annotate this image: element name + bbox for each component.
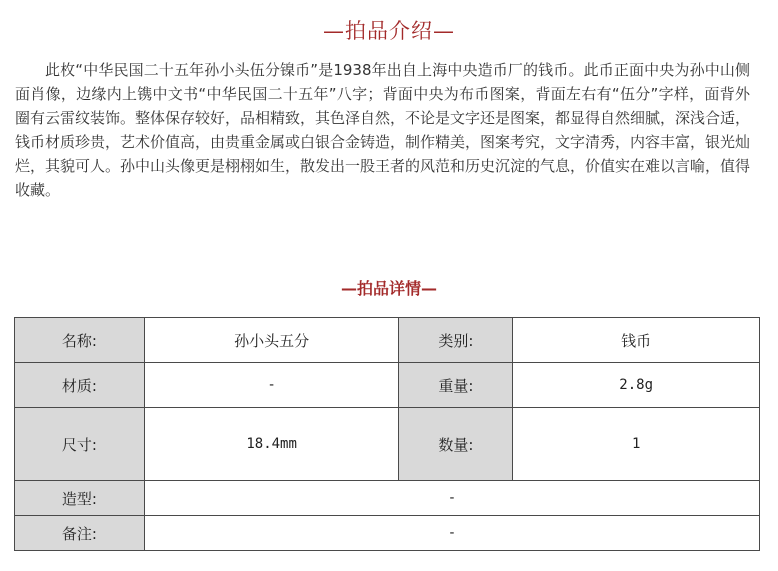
table-row <box>15 516 760 551</box>
name-label: 名称: <box>15 318 145 363</box>
quantity-label: 数量: <box>399 408 513 481</box>
intro-text: 此枚“中华民国二十五年孙小头伍分镍币”是1938年出自上海中央造币厂的钱币。此币正面中央为孙中山侧面肖像，边缘内上镌中文书“中华民国二十五年”八字；背面中央为布币图案，背面左右有“伍分”字样，面背外圈有云雷纹装饰。整体保存较好，品相精致，其色泽自然，不论是文字还是图案，都显得自然细腻，深浅合适，钱币材质珍贵，艺术价值高，由贵重金属或白银合金铸造，制作精美，图案考究，文字清秀，内容丰富，银光灿烂，其貌可人。孙中山头像更是栩栩如生，散发出一股王者的风范和历史沉淀的气息，价值实在难以言喻，值得收藏。 <box>15 61 751 199</box>
weight-value: 2.8g <box>513 363 760 408</box>
category-label: 类别: <box>399 318 513 363</box>
note-value: - <box>144 516 759 551</box>
shape-value: - <box>144 481 759 516</box>
size-value: 18.4mm <box>144 408 399 481</box>
table-row <box>15 318 760 363</box>
weight-label: 重量: <box>399 363 513 408</box>
details-title: —拍品详情— <box>340 279 437 298</box>
quantity-value: 1 <box>513 408 760 481</box>
material-value: - <box>144 363 399 408</box>
table-row <box>15 363 760 408</box>
shape-label: 造型: <box>15 481 145 516</box>
intro-title: —拍品介绍— <box>323 19 455 43</box>
material-label: 材质: <box>15 363 145 408</box>
name-value: 孙小头五分 <box>144 318 399 363</box>
note-label: 备注: <box>15 516 145 551</box>
size-label: 尺寸: <box>15 408 145 481</box>
details-table <box>14 317 760 551</box>
table-row <box>15 481 760 516</box>
category-value: 钱币 <box>513 318 760 363</box>
table-row <box>15 408 760 481</box>
